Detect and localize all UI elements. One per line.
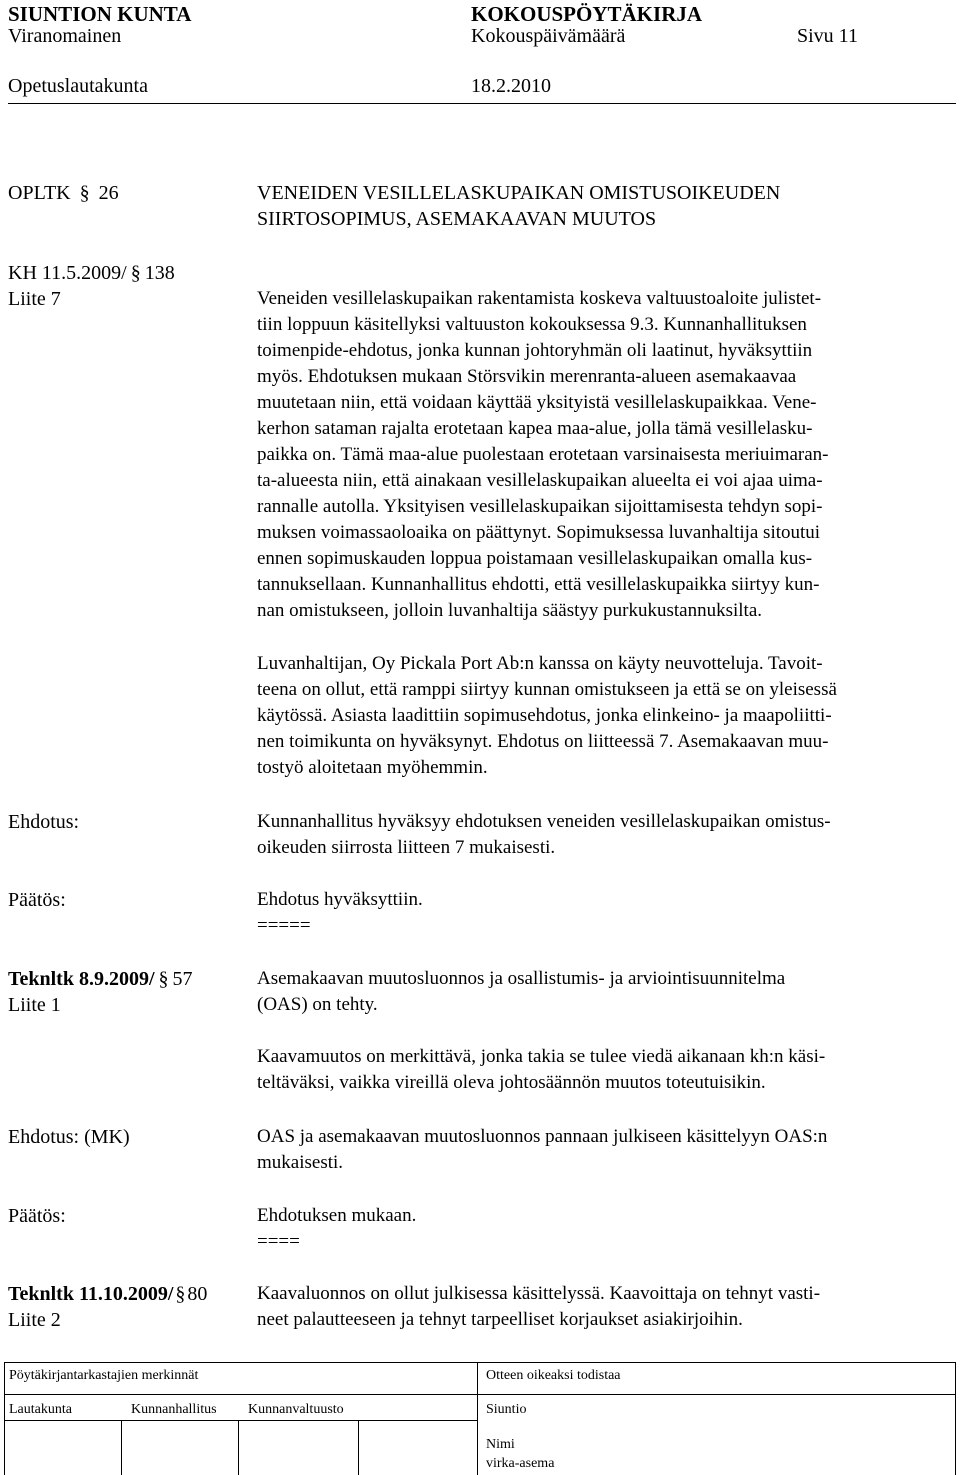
paragraph-line: kerhon sataman rajalta erotetaan kapea maa-alue, jolla tämä vesillelasku- [257, 418, 813, 439]
reference-label: Teknltk 8.9.2009/ [8, 968, 155, 990]
board-column-label: Lautakunta [9, 1402, 72, 1417]
footer-column-divider [477, 1362, 478, 1475]
paragraph-line: toimenpide-ehdotus, jonka kunnan johtoryhmän oli laatinut, hyväksyttiin [257, 340, 813, 361]
paragraph-line: paikka on. Tämä maa-alue puolestaan erotetaan varsinaisesta meriuimaran- [257, 444, 829, 465]
place-label: Siuntio [486, 1402, 527, 1417]
proposal-text [257, 1124, 957, 1176]
paragraph-line: tostyö aloitetaan myöhemmin. [257, 757, 488, 778]
reference-label: Teknltk 11.10.2009/ [8, 1283, 174, 1305]
previous-reference [8, 966, 193, 992]
meeting-date-label: Kokouspäivämäärä [471, 25, 626, 47]
footer-cell-divider [121, 1420, 122, 1475]
decision-mark: ===== [257, 915, 311, 936]
attachment-label: Liite 2 [8, 1309, 61, 1331]
decision-label: Päätös: [8, 889, 66, 911]
footer-top-border [4, 1362, 956, 1363]
previous-reference [8, 260, 175, 286]
item-body-paragraph [257, 286, 957, 624]
reference-number: 138 [144, 262, 175, 284]
attachment-label: Liite 7 [8, 288, 61, 310]
reference-label: KH 11.5.2009/ [8, 262, 127, 284]
paragraph-line: nan omistukseen, jolloin luvanhaltija säästyy purkukustannuksilta. [257, 600, 763, 621]
paragraph-line: neet palautteeseen ja tehnyt tarpeelliset korjaukset asiakirjoihin. [257, 1309, 743, 1330]
decision-line: Ehdotuksen mukaan. [257, 1205, 417, 1226]
inspectors-notes-label: Pöytäkirjantarkastajien merkinnät [9, 1368, 199, 1383]
paragraph-line: ennen sopimuskauden loppua poistamaan vesillelaskupaikan omalla kus- [257, 548, 813, 569]
item-reference [8, 180, 119, 206]
reference-number: 57 [172, 968, 193, 990]
section-sign-icon: § [175, 1283, 186, 1305]
item-body-paragraph [257, 966, 957, 1018]
item-body-paragraph [257, 1281, 957, 1333]
reference-label: OPLTK [8, 182, 71, 204]
paragraph-line: muutetaan niin, että voidaan käyttää yksityistä vesillelaskupaikkaa. Vene- [257, 392, 817, 413]
item-body-paragraph [257, 1044, 957, 1096]
paragraph-line: ta-alueesta niin, että ainakaan vesillelaskupaikan alueelta ei voi ajaa uima- [257, 470, 823, 491]
section-sign-icon: § [79, 182, 90, 204]
paragraph-line: (OAS) on tehty. [257, 994, 378, 1015]
header-divider [8, 103, 956, 104]
authority-name: Opetuslautakunta [8, 75, 148, 97]
attachment-label: Liite 1 [8, 994, 61, 1016]
title-line: SIIRTOSOPIMUS, ASEMAKAAVAN MUUTOS [257, 208, 657, 230]
footer-left-border [4, 1362, 5, 1475]
reference-number: 26 [98, 182, 119, 204]
proposal-label: Ehdotus: (MK) [8, 1126, 130, 1148]
footer-cell-divider [238, 1420, 239, 1475]
paragraph-line: teltäväksi, vaikka vireillä oleva johtosäännön muutos toteutuisikin. [257, 1072, 766, 1093]
paragraph-line: Asemakaavan muutosluonnos ja osallistumis- ja arviointisuunnitelma [257, 968, 786, 989]
organization-name: SIUNTION KUNTA [8, 2, 192, 26]
footer-cell-divider [358, 1420, 359, 1475]
paragraph-line: Veneiden vesillelaskupaikan rakentamista koskeva valtuustoaloite julistet- [257, 288, 822, 309]
item-body-paragraph [257, 651, 957, 781]
document-type: KOKOUSPÖYTÄKIRJA [471, 2, 703, 26]
section-sign-icon: § [158, 968, 169, 990]
paragraph-line: muksen voimassaoloaika on päättynyt. Sopimuksessa luvanhaltija sitoutui [257, 522, 821, 543]
position-label: virka-asema [486, 1456, 555, 1471]
paragraph-line: Kunnanhallitus hyväksyy ehdotuksen veneiden vesillelaskupaikan omistus- [257, 811, 831, 832]
decision-text [257, 887, 957, 939]
title-line: VENEIDEN VESILLELASKUPAIKAN OMISTUSOIKEUDEN [257, 182, 781, 204]
paragraph-line: mukaisesti. [257, 1152, 344, 1173]
paragraph-line: teena on ollut, että ramppi siirtyy kunnan omistukseen ja että se on yleisessä [257, 679, 837, 700]
paragraph-line: myös. Ehdotuksen mukaan Störsvikin merenranta-alueen asemakaavaa [257, 366, 797, 387]
meeting-date: 18.2.2010 [471, 75, 551, 97]
proposal-text [257, 809, 957, 861]
paragraph-line: Luvanhaltijan, Oy Pickala Port Ab:n kanssa on käyty neuvotteluja. Tavoit- [257, 653, 823, 674]
name-label: Nimi [486, 1437, 515, 1452]
paragraph-line: tiin loppuun käsitellyksi valtuuston kokouksessa 9.3. Kunnanhallituksen [257, 314, 807, 335]
decision-mark: ==== [257, 1231, 300, 1252]
reference-number: 80 [187, 1283, 208, 1305]
decision-label: Päätös: [8, 1205, 66, 1227]
paragraph-line: Kaavaluonnos on ollut julkisessa käsittelyssä. Kaavoittaja on tehnyt vasti- [257, 1283, 821, 1304]
footer-row-divider [4, 1394, 956, 1395]
paragraph-line: nen toimikunta on hyväksynyt. Ehdotus on liitteessä 7. Asemakaavan muu- [257, 731, 829, 752]
paragraph-line: oikeuden siirrosta liitteen 7 mukaisesti. [257, 837, 556, 858]
certification-label: Otteen oikeaksi todistaa [486, 1368, 621, 1383]
council-executive-column-label: Kunnanhallitus [131, 1402, 217, 1417]
footer-inner-row-divider [4, 1420, 478, 1421]
decision-line: Ehdotus hyväksyttiin. [257, 889, 423, 910]
footer-right-border [955, 1362, 956, 1475]
decision-text [257, 1203, 957, 1255]
paragraph-line: rannalle autolla. Yksityisen vesillelaskupaikan sijoittamisesta tehdyn sopi- [257, 496, 823, 517]
page-number: Sivu 11 [797, 25, 858, 47]
item-title [257, 180, 957, 232]
paragraph-line: käytössä. Asiasta laadittiin sopimusehdotus, jonka elinkeino- ja maapoliitti- [257, 705, 832, 726]
proposal-label: Ehdotus: [8, 811, 80, 833]
paragraph-line: tannuksellaan. Kunnanhallitus ehdotti, että vesillelaskupaikka siirtyy kun- [257, 574, 820, 595]
paragraph-line: OAS ja asemakaavan muutosluonnos pannaan julkiseen käsittelyyn OAS:n [257, 1126, 828, 1147]
authority-label: Viranomainen [8, 25, 122, 47]
section-sign-icon: § [130, 262, 141, 284]
paragraph-line: Kaavamuutos on merkittävä, jonka takia se tulee viedä aikanaan kh:n käsi- [257, 1046, 826, 1067]
previous-reference [8, 1281, 207, 1307]
council-column-label: Kunnanvaltuusto [248, 1402, 344, 1417]
